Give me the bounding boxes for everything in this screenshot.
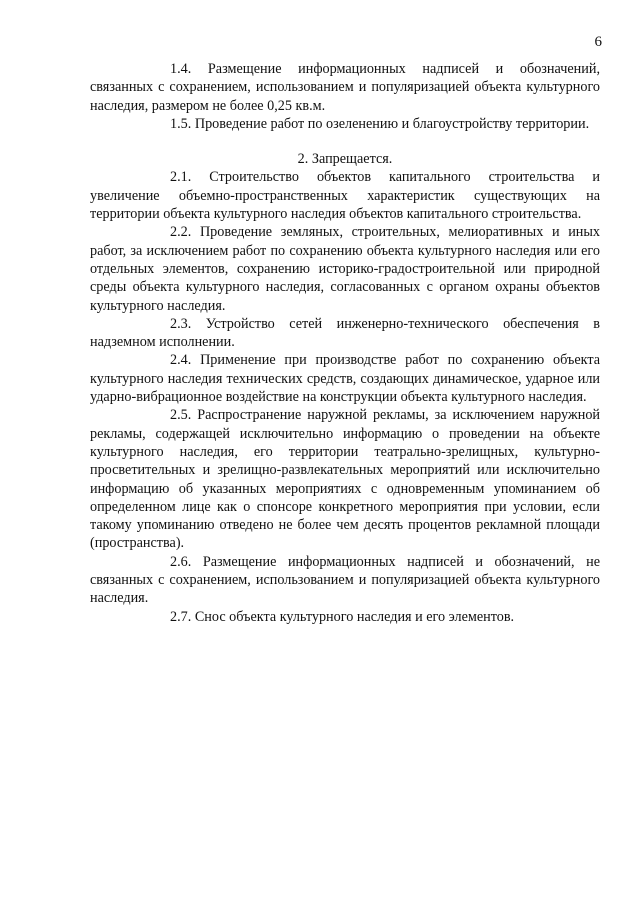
clause-2-6 — [90, 553, 600, 608]
clause-text: Применение при производстве работ по сохранению объекта культурного наследия технических средств, создающих динамическое, ударное или ударно-вибрационное воздействие на конструкции объекта культурного наследия. — [90, 352, 600, 406]
section-heading-2: 2. Запрещается. — [297, 151, 393, 168]
clause-number: 2.6. — [170, 553, 192, 570]
clause-2-1 — [90, 168, 600, 223]
clause-2-4 — [90, 351, 600, 406]
clause-number: 2.2. — [170, 224, 192, 241]
clause-text: Строительство объектов капитального строительства и увеличение объемно-пространственных характеристик существующих на территории объекта культурного наследия объектов капитального строительства. — [90, 169, 601, 223]
clause-text: Проведение земляных, строительных, мелиоративных и иных работ, за исключением работ по сохранению объекта культурного наследия или его отдельных элементов, сохранению историко-градостроительной или природной среды объекта культурного наследия, согласованных с органом охраны объектов культурного наследия. — [90, 224, 601, 314]
clause-2-5 — [90, 406, 600, 552]
clause-number: 2.5. — [170, 407, 192, 424]
clause-number: 2.7. — [170, 608, 192, 625]
clause-number: 2.3. — [170, 315, 192, 332]
clause-2-3 — [90, 315, 600, 352]
clause-number: 2.1. — [170, 169, 192, 186]
clause-1-5 — [90, 115, 600, 133]
clause-2-2 — [90, 223, 600, 314]
clause-text: Проведение работ по озеленению и благоустройству территории. — [194, 115, 590, 132]
clause-number: 1.5. — [170, 115, 192, 132]
page-number: 6 — [594, 34, 602, 50]
clause-text: Размещение информационных надписей и обозначений, связанных с сохранением, использованием и популяризацией объекта культурного наследия, размером не более 0,25 кв.м. — [90, 61, 600, 114]
clause-number: 2.4. — [170, 352, 192, 369]
clause-text: Устройство сетей инженерно-технического обеспечения в надземном исполнении. — [90, 315, 601, 351]
document-body — [90, 60, 600, 626]
clause-1-4 — [90, 60, 600, 115]
clause-2-7 — [90, 608, 600, 626]
clause-text: Снос объекта культурного наследия и его элементов. — [194, 608, 515, 625]
clause-number: 1.4. — [170, 61, 192, 77]
clause-text: Размещение информационных надписей и обозначений, не связанных с сохранением, использованием и популяризацией объекта культурного наследия. — [90, 553, 601, 607]
clause-text: Распространение наружной рекламы, за исключением наружной рекламы, содержащей исключительно информацию о проведении на объекте культурного наследия, его территории театрально-зрелищных, культурно-просветительных и зрелищно-развлекательных мероприятий или исключительно информацию об указанных мероприятиях с одновременным упоминанием об определенном лице как о спонсоре конкретного мероприятия при условии, если такому упоминанию отведено не более чем десять процентов рекламной площади (пространства). — [90, 407, 600, 552]
